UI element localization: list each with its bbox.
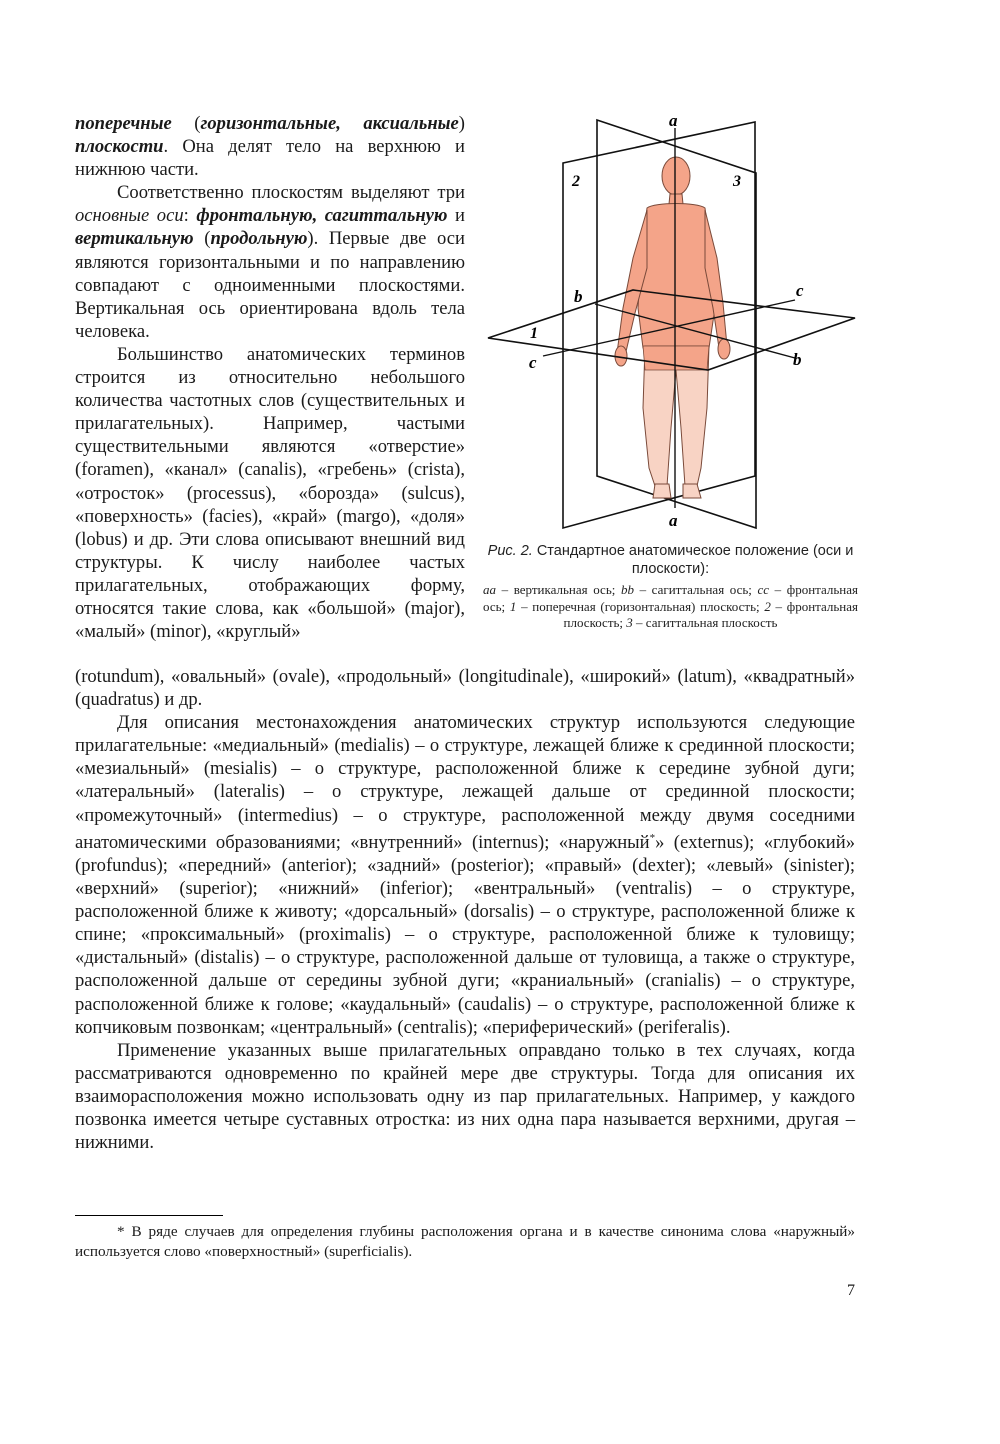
- caption-legend: aa – вертикальная ось; bb – сагиттальная ось; cc – фронтальная ось; 1 – поперечная (горизонтальная) плоскость; 2 – фронтальная плоскость; 3 – сагиттальная плоскость: [483, 582, 859, 630]
- left-column-text: [75, 112, 465, 643]
- paragraph-4: Для описания местонахождения анатомических структур используются следующие прилагательные: «медиальный» (medialis) – о структуре, лежащей ближе к срединной плоскости; «мезиальный» (mesialis) – о структуре, расположенной ближе к середине зубной дуги; «латеральный» (lateralis) – о структуре, лежащей дальше от срединной плоскости; «промежуточный» (intermedius) – о структуре, расположенной между двумя соседними анатомическими образованиями; «внутренний» (internus); «наружный*» (externus); «глубокий» (profundus); «передний» (anterior); «задний» (posterior); «правый» (dexter); «левый» (sinister); «верхний» (superior); «нижний» (inferior); «вентральный» (ventralis) – о структуре, расположенной ближе к животу; «дорсальный» (dorsalis) – о структуре, расположенной ближе к спине; «проксимальный» (proximalis) – о структуре, расположенной ближе к туловищу; «дистальный» (distalis) – о структуре, расположенной дальше от туловища, а также о структуре, расположенной дальше от середины зубной дуги; «краниальный» (cranialis) – о структуре, расположенной ближе к голове; «каудальный» (caudalis) – о структуре, расположенной ближе к копчиковым позвонкам; «центральный» (centralis); «периферический» (periferalis).: [75, 712, 856, 1038]
- label-plane-3: 3: [733, 173, 741, 190]
- caption-title: Рис. 2. Стандартное анатомическое положение (оси и плоскости):: [487, 543, 854, 577]
- paragraph-3-continuation: (rotundum), «овальный» (ovale), «продольный» (longitudinale), «широкий» (latum), «квадратный» (quadratus) и др.: [75, 666, 855, 711]
- footnote-divider: [75, 1215, 223, 1216]
- figure-caption: [483, 542, 858, 632]
- label-c-right: c: [796, 281, 804, 300]
- paragraph-5: Применение указанных выше прилагательных оправдано только в тех случаях, когда рассматриваются одновременно по крайней мере две структуры. Тогда для описания их взаиморасположения можно использовать одну из пар прилагательных. Например, у каждого позвонка имеется четыре суставных отростка: из них одна пара называется верхними, другая – нижними.: [75, 1039, 855, 1154]
- paragraph-2: Соответственно плоскостям выделяют три основные оси: фронтальную, сагиттальную и вертикальную (продольную). Первые две оси являются горизонтальными и по направлению совпадают с одноименными плоскостями. Вертикальная ось ориентирована вдоль тела человека.: [75, 182, 465, 342]
- anatomical-planes-figure: [483, 108, 858, 538]
- paragraph-1: поперечные (горизонтальные, аксиальные) плоскости. Она делят тело на верхнюю и нижнюю части.: [75, 113, 465, 181]
- full-width-text: [75, 665, 855, 1154]
- paragraph-3: Большинство анатомических терминов строится из относительно небольшого количества частотных слов (существительных и прилагательных). Например, частыми существительными являются «отверстие» (foramen), «канал» (canalis), «гребень» (crista), «отросток» (processus), «борозда» (sulcus), «поверхность» (facies), «край» (margo), «доля» (lobus) и др. Эти слова описывают внешний вид структуры. К числу наиболее частых прилагательных, отображающих форму, относятся такие слова, как «большой» (major), «малый» (minor), «круглый»: [75, 343, 465, 643]
- label-plane-1: 1: [530, 325, 538, 342]
- label-plane-2: 2: [572, 173, 580, 190]
- label-b-left: b: [574, 287, 583, 306]
- footnote: * В ряде случаев для определения глубины расположения органа и в качестве синонима слова «наружный» используется слово «поверхностный» (superficialis).: [75, 1223, 855, 1260]
- label-c-left: c: [529, 353, 537, 372]
- page-number: 7: [847, 1282, 855, 1299]
- label-b-right: b: [793, 350, 802, 369]
- label-a-bottom: a: [669, 511, 678, 530]
- label-a-top: a: [669, 111, 678, 130]
